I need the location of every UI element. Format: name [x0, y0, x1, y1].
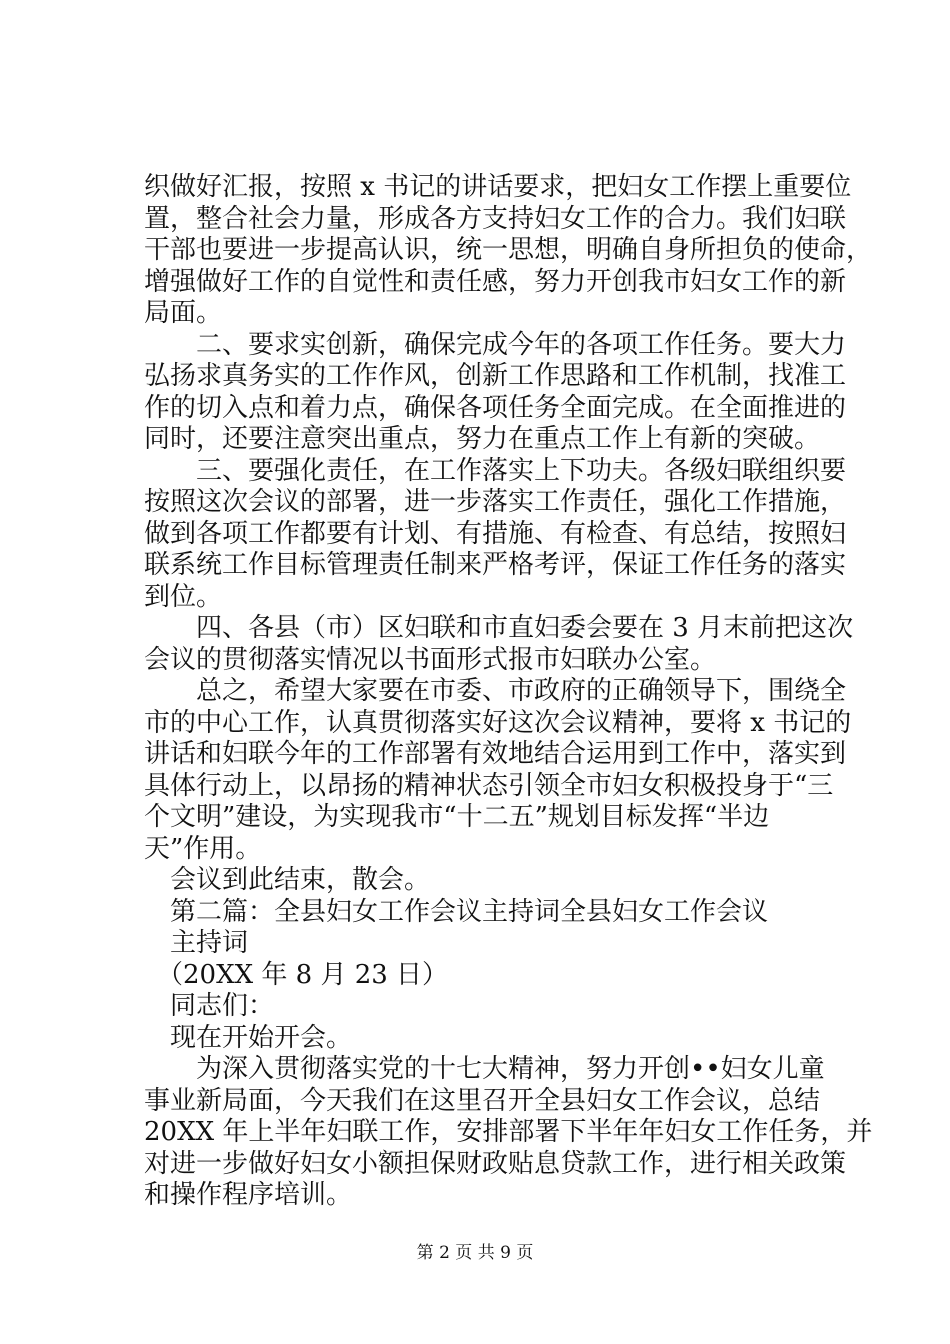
- text-line: 作的切入点和着力点，确保各项任务全面完成。在全面推进的: [144, 393, 847, 423]
- text-line: 联系统工作目标管理责任制来严格考评，保证工作任务的落实: [144, 550, 847, 580]
- text-line: 同时，还要注意突出重点，努力在重点工作上有新的突破。: [144, 424, 821, 454]
- salutation: 同志们：: [144, 991, 275, 1021]
- text-line: 市的中心工作，认真贯彻落实好这次会议精神，要将 x 书记的: [144, 708, 852, 738]
- text-line: 20XX 年上半年妇联工作，安排部署下半年年妇女工作任务，并: [144, 1117, 873, 1147]
- text-line: 会议到此结束，散会。: [144, 865, 431, 895]
- text-line: 置，整合社会力量，形成各方支持妇女工作的合力。我们妇联: [144, 204, 847, 234]
- text-line: 个文明”建设，为实现我市“十二五”规划目标发挥“半边: [144, 802, 770, 832]
- text-line: 按照这次会议的部署，进一步落实工作责任，强化工作措施，: [144, 487, 847, 517]
- text-line: 总之，希望大家要在市委、市政府的正确领导下，围绕全: [144, 676, 847, 706]
- text-line: 二、要求实创新，确保完成今年的各项工作任务。要大力: [144, 330, 847, 360]
- text-line: 做到各项工作都要有计划、有措施、有检查、有总结，按照妇: [144, 519, 847, 549]
- text-line: 具体行动上，以昂扬的精神状态引领全市妇女积极投身于“三: [144, 771, 834, 801]
- text-line: 干部也要进一步提高认识，统一思想，明确自身所担负的使命，: [144, 235, 873, 265]
- text-line: 对进一步做好妇女小额担保财政贴息贷款工作，进行相关政策: [144, 1149, 847, 1179]
- text-line: 事业新局面，今天我们在这里召开全县妇女工作会议，总结: [144, 1086, 821, 1116]
- text-line: 弘扬求真务实的工作作风，创新工作思路和工作机制，找准工: [144, 361, 847, 391]
- text-line: 天”作用。: [144, 834, 262, 864]
- text-line: 现在开始开会。: [144, 1023, 353, 1053]
- text-line: 到位。: [144, 582, 223, 612]
- text-line: 增强做好工作的自觉性和责任感，努力开创我市妇女工作的新: [144, 267, 847, 297]
- page-footer: 第 2 页 共 9 页: [416, 1243, 534, 1263]
- text-line: 会议的贯彻落实情况以书面形式报市妇联办公室。: [144, 645, 717, 675]
- text-line: 三、要强化责任，在工作落实上下功夫。各级妇联组织要: [144, 456, 847, 486]
- section-heading: 主持词: [144, 928, 249, 958]
- text-line: 讲话和妇联今年的工作部署有效地结合运用到工作中，落实到: [144, 739, 847, 769]
- text-line: 织做好汇报，按照 x 书记的讲话要求，把妇女工作摆上重要位: [144, 172, 852, 202]
- text-line: 局面。: [144, 298, 223, 328]
- text-line: 为深入贯彻落实党的十七大精神，努力开创••妇女儿童: [144, 1054, 825, 1084]
- meeting-date: （20XX 年 8 月 23 日）: [144, 960, 449, 990]
- section-heading: 第二篇：全县妇女工作会议主持词全县妇女工作会议: [144, 897, 769, 927]
- text-line: 和操作程序培训。: [144, 1180, 353, 1210]
- text-line: 四、各县（市）区妇联和市直妇委会要在 3 月末前把这次: [144, 613, 854, 643]
